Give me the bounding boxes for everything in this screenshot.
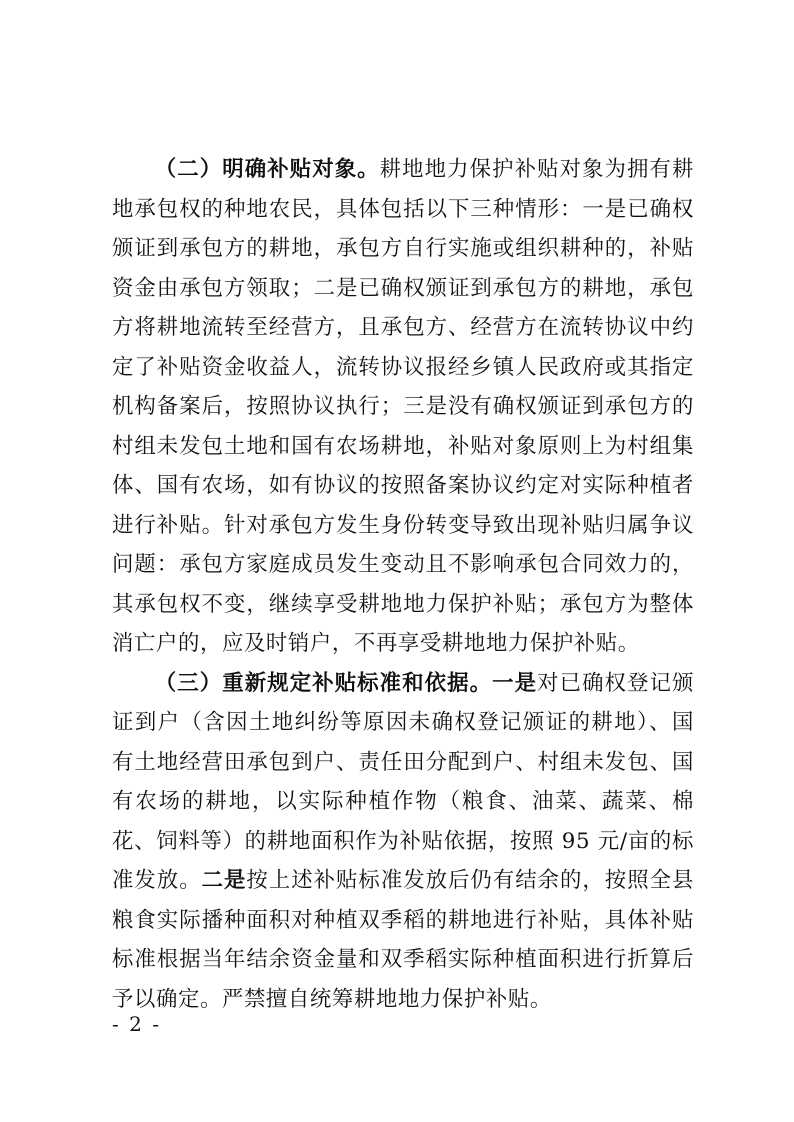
point-text-second: 按上述补贴标准发放后仍有结余的，按照全县粮食实际播种面积对种植双季稻的耕地进行补贴，具体补贴标准根据当年结余资金量和双季稻实际种植面积进行折算后予以确定。严禁擅自统筹耕地地力保护补贴。	[112, 868, 695, 1012]
page-number: - 2 -	[112, 1012, 161, 1036]
section-heading-subsidy-standards: （三）重新规定补贴标准和依据。	[154, 670, 493, 696]
body-text	[112, 150, 694, 1019]
paragraph-subsidy-standards	[112, 664, 694, 1020]
section-heading-subsidy-recipients: （二）明确补贴对象。	[154, 157, 380, 182]
paragraph-text: 耕地地力保护补贴对象为拥有耕地承包权的种地农民，具体包括以下三种情形：一是已确权颁证到承包方的耕地，承包方自行实施或组织耕种的，补贴资金由承包方领取；二是已确权颁证到承包方的耕地，承包方将耕地流转至经营方，且承包方、经营方在流转协议中约定了补贴资金收益人，流转协议报经乡镇人民政府或其指定机构备案后，按照协议执行；三是没有确权颁证到承包方的村组未发包土地和国有农场耕地，补贴对象原则上为村组集体、国有农场，如有协议的按照备案协议约定对实际种植者进行补贴。针对承包方发生身份转变导致出现补贴归属争议问题：承包方家庭成员发生变动且不影响承包合同效力的，其承包权不变，继续享受耕地地力保护补贴；承包方为整体消亡户的，应及时销户，不再享受耕地地力保护补贴。	[112, 157, 694, 656]
point-text-first: 对已确权登记颁证到户（含因土地纠纷等原因未确权登记颁证的耕地）、国有土地经营田承包到户、责任田分配到户、村组未发包、国有农场的耕地，以实际种植作物（粮食、油菜、蔬菜、棉花、饲料等）的耕地面积作为补贴依据，按照 95 元/亩的标准发放。	[112, 670, 695, 893]
point-lead-second: 二是	[201, 868, 247, 893]
point-lead-first: 一是	[492, 670, 538, 696]
paragraph-subsidy-recipients	[112, 150, 694, 664]
